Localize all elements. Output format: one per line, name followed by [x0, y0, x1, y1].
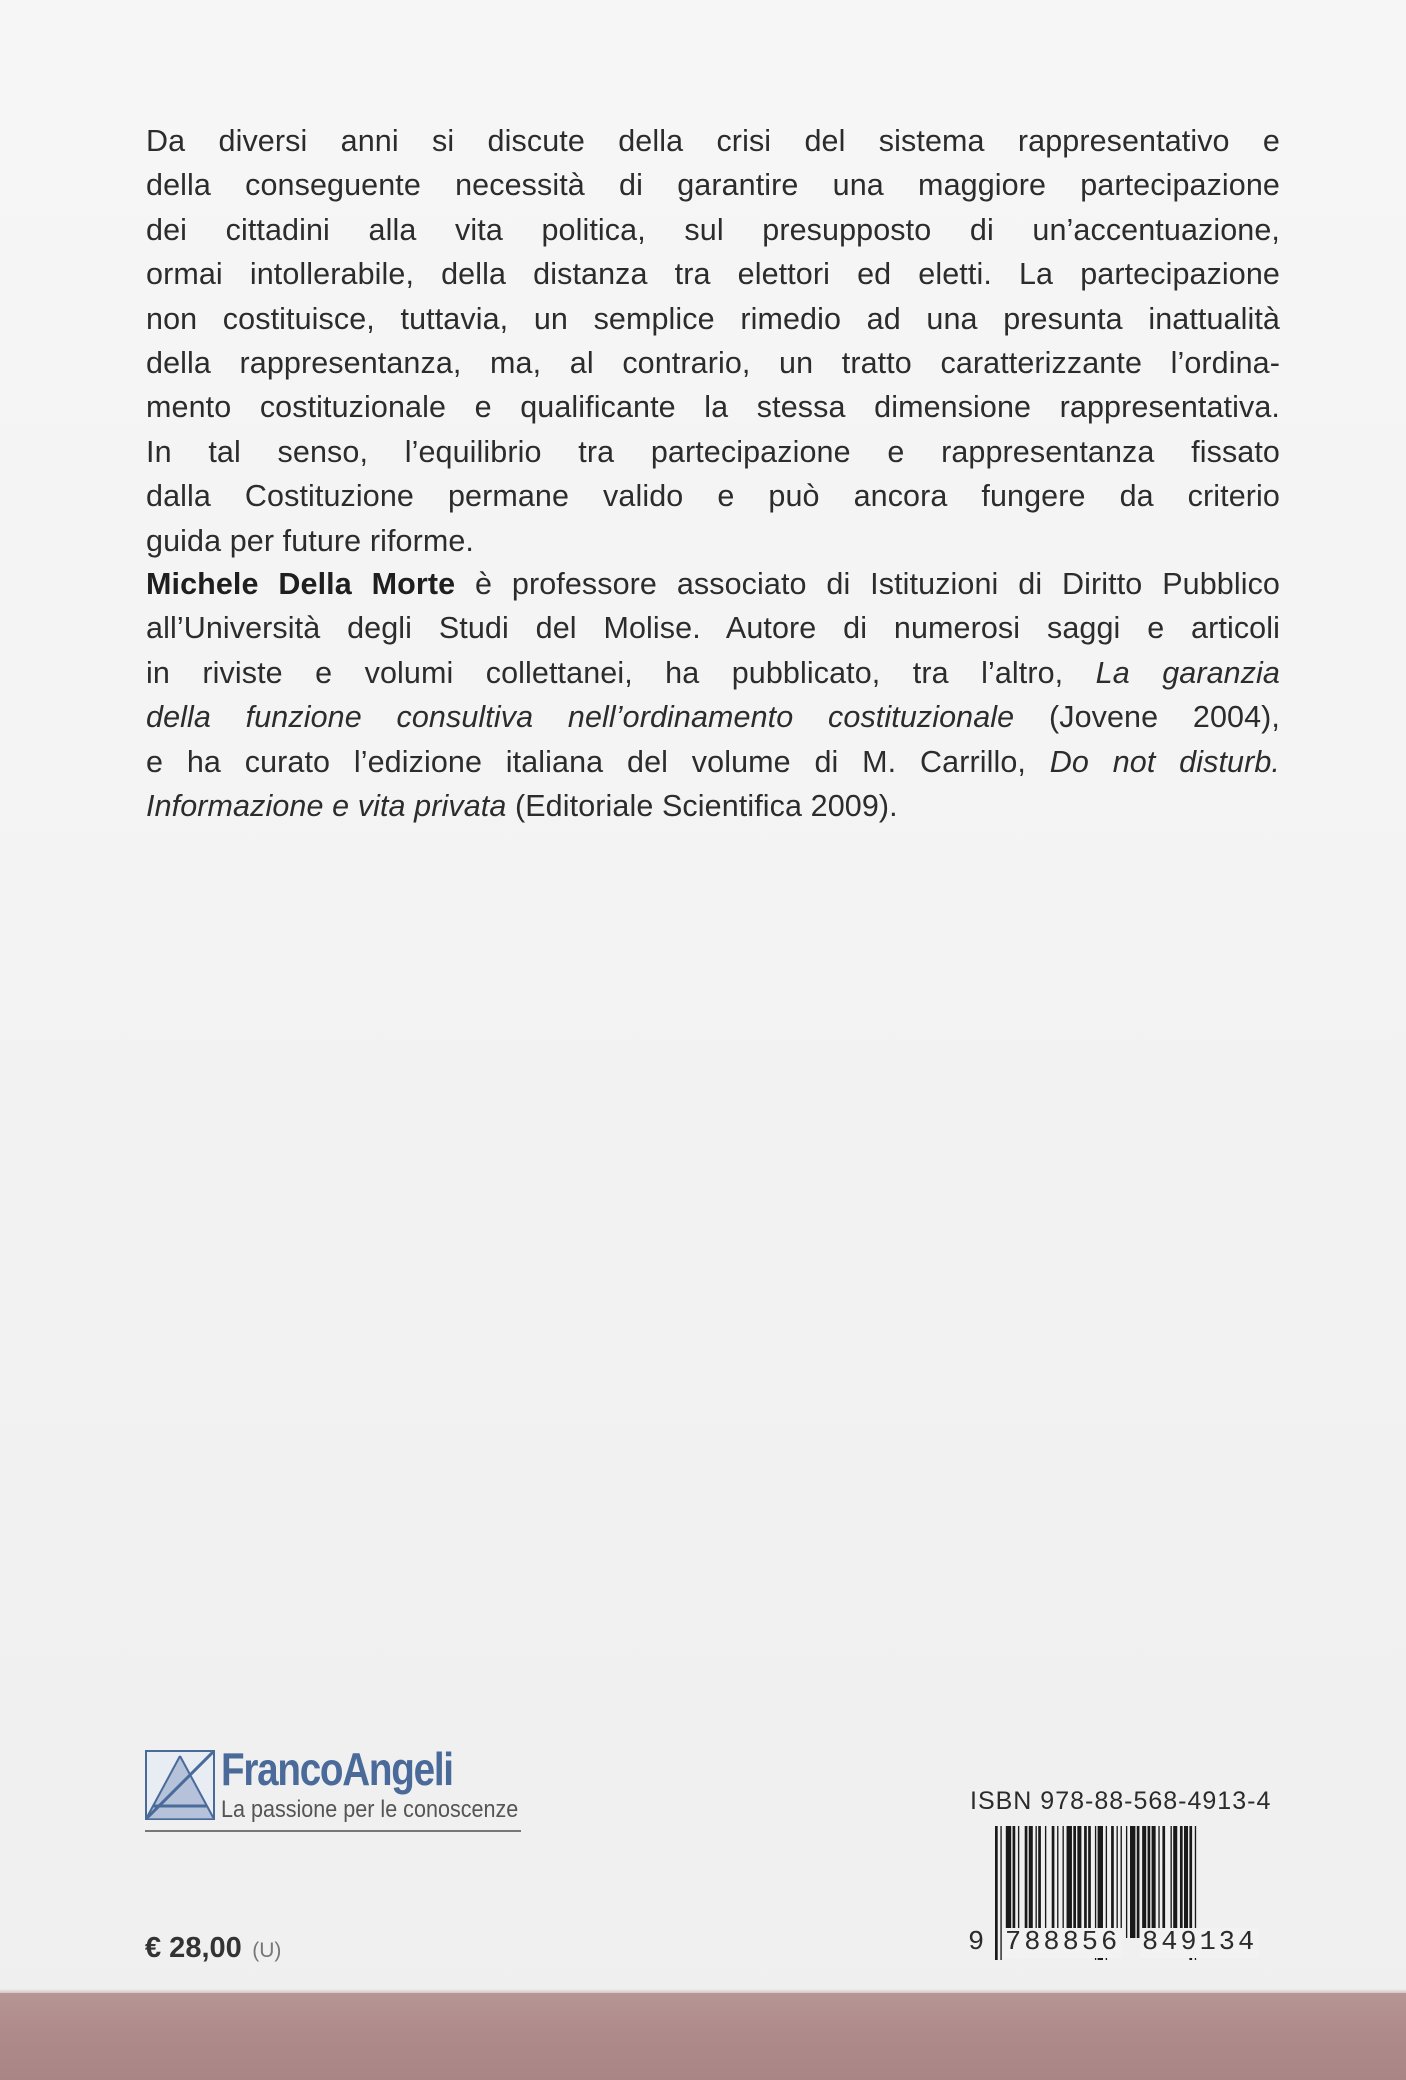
barcode-bar	[1142, 1826, 1146, 1938]
abstract-line: dalla Costituzione permane valido e può ancora fungere da criterio	[146, 479, 1280, 514]
bottom-color-band	[0, 1993, 1406, 2080]
barcode-bar	[1158, 1826, 1159, 1938]
barcode-bar	[1126, 1826, 1127, 1938]
barcode-bar	[1173, 1826, 1177, 1938]
bio-line: all’Università degli Studi del Molise. Autore di numerosi saggi e articoli	[146, 611, 1280, 646]
abstract-line: dei cittadini alla vita politica, sul presupposto di un’accentuazione,	[146, 212, 1280, 247]
publisher-tagline: La passione per le conoscenze	[221, 1796, 519, 1823]
author-bio	[146, 562, 1280, 828]
barcode-bar	[1057, 1826, 1058, 1938]
barcode-bar	[1052, 1826, 1055, 1938]
book-title: Do not disturb.	[1049, 744, 1280, 779]
barcode-bar	[1073, 1826, 1076, 1938]
bio-text: è professore associato di Istituzioni di Diritto Pubblico	[455, 567, 1280, 601]
francoangeli-logo-icon	[145, 1750, 215, 1820]
barcode-bar	[1184, 1826, 1188, 1938]
abstract-line: In tal senso, l’equilibrio tra partecipazione e rappresentanza fissato	[146, 434, 1280, 469]
barcode-bar	[1018, 1826, 1019, 1938]
barcode-bar	[1152, 1826, 1156, 1938]
barcode-bar	[1029, 1826, 1033, 1938]
bio-line	[146, 695, 1280, 739]
barcode-bar	[1137, 1826, 1140, 1938]
publisher-name: FrancoAngeli	[221, 1743, 453, 1795]
barcode-bar	[1148, 1826, 1151, 1938]
abstract-line: guida per future riforme.	[146, 523, 474, 558]
barcode-bar	[1162, 1826, 1165, 1938]
barcode-bar	[1180, 1826, 1183, 1938]
price	[145, 1932, 281, 1965]
barcode-bar	[1130, 1826, 1135, 1938]
bio-line	[146, 651, 1280, 695]
barcode-bar	[1067, 1826, 1072, 1938]
barcode-bar	[1013, 1826, 1016, 1938]
barcode-bar	[1038, 1826, 1041, 1938]
price-value: € 28,00	[145, 1932, 242, 1964]
barcode-bar	[1171, 1826, 1172, 1938]
barcode-right-digits: 849134	[1142, 1928, 1258, 1958]
bio-line	[146, 562, 1280, 606]
book-title: La garanzia	[1095, 655, 1280, 690]
barcode-bar	[1077, 1826, 1081, 1938]
author-name: Michele Della Morte	[146, 567, 456, 601]
abstract-line: della conseguente necessità di garantire una maggiore partecipazione	[146, 168, 1280, 203]
barcode-bar	[1036, 1826, 1037, 1938]
barcode-bar	[1088, 1826, 1091, 1938]
barcode-bar	[1006, 1826, 1011, 1938]
abstract-line: ormai intollerabile, della distanza tra elettori ed eletti. La partecipazione	[146, 257, 1280, 292]
barcode-left-digits: 788856	[1005, 1928, 1121, 1958]
barcode-bar	[1063, 1826, 1064, 1938]
bio-text: in riviste e volumi collettanei, ha pubblicato, tra l’altro,	[146, 655, 1096, 690]
barcode-bar	[1084, 1826, 1087, 1938]
abstract-line: non costituisce, tuttavia, un semplice rimedio ad una presunta inattualità	[146, 301, 1280, 336]
abstract-line: Da diversi anni si discute della crisi del sistema rappresentativo e	[146, 124, 1280, 158]
bio-text: e ha curato l’edizione italiana del volume di M. Carrillo,	[146, 744, 1050, 779]
logo-underline	[145, 1830, 521, 1832]
abstract-line: della rappresentanza, ma, al contrario, un tratto caratterizzante l’ordina-	[146, 345, 1280, 380]
bio-text: (Editoriale Scientifica 2009).	[506, 788, 898, 823]
bio-text: (Jovene 2004),	[1014, 700, 1280, 735]
barcode-bar	[1121, 1826, 1122, 1938]
publisher-logo	[145, 1743, 525, 1838]
abstract-line: mento costituzionale e qualificante la stessa dimensione rappresentativa.	[146, 390, 1280, 425]
isbn-label: ISBN 978-88-568-4913-4	[970, 1787, 1272, 1815]
barcode-bar	[1000, 1826, 1001, 1960]
barcode-bar	[1117, 1826, 1118, 1938]
bio-line	[146, 740, 1280, 784]
bio-line	[146, 784, 1280, 828]
barcode-bar	[1045, 1826, 1046, 1938]
price-code: (U)	[252, 1939, 282, 1962]
barcode-bar	[1025, 1826, 1028, 1938]
book-title: Informazione e vita privata	[146, 788, 507, 823]
abstract-paragraph	[146, 119, 1280, 563]
book-title: della funzione consultiva nell’ordinamento costituzionale	[146, 700, 1015, 735]
barcode-first-digit: 9	[968, 1928, 985, 1958]
barcode-bar	[1111, 1826, 1114, 1938]
barcode-bar	[995, 1826, 998, 1960]
